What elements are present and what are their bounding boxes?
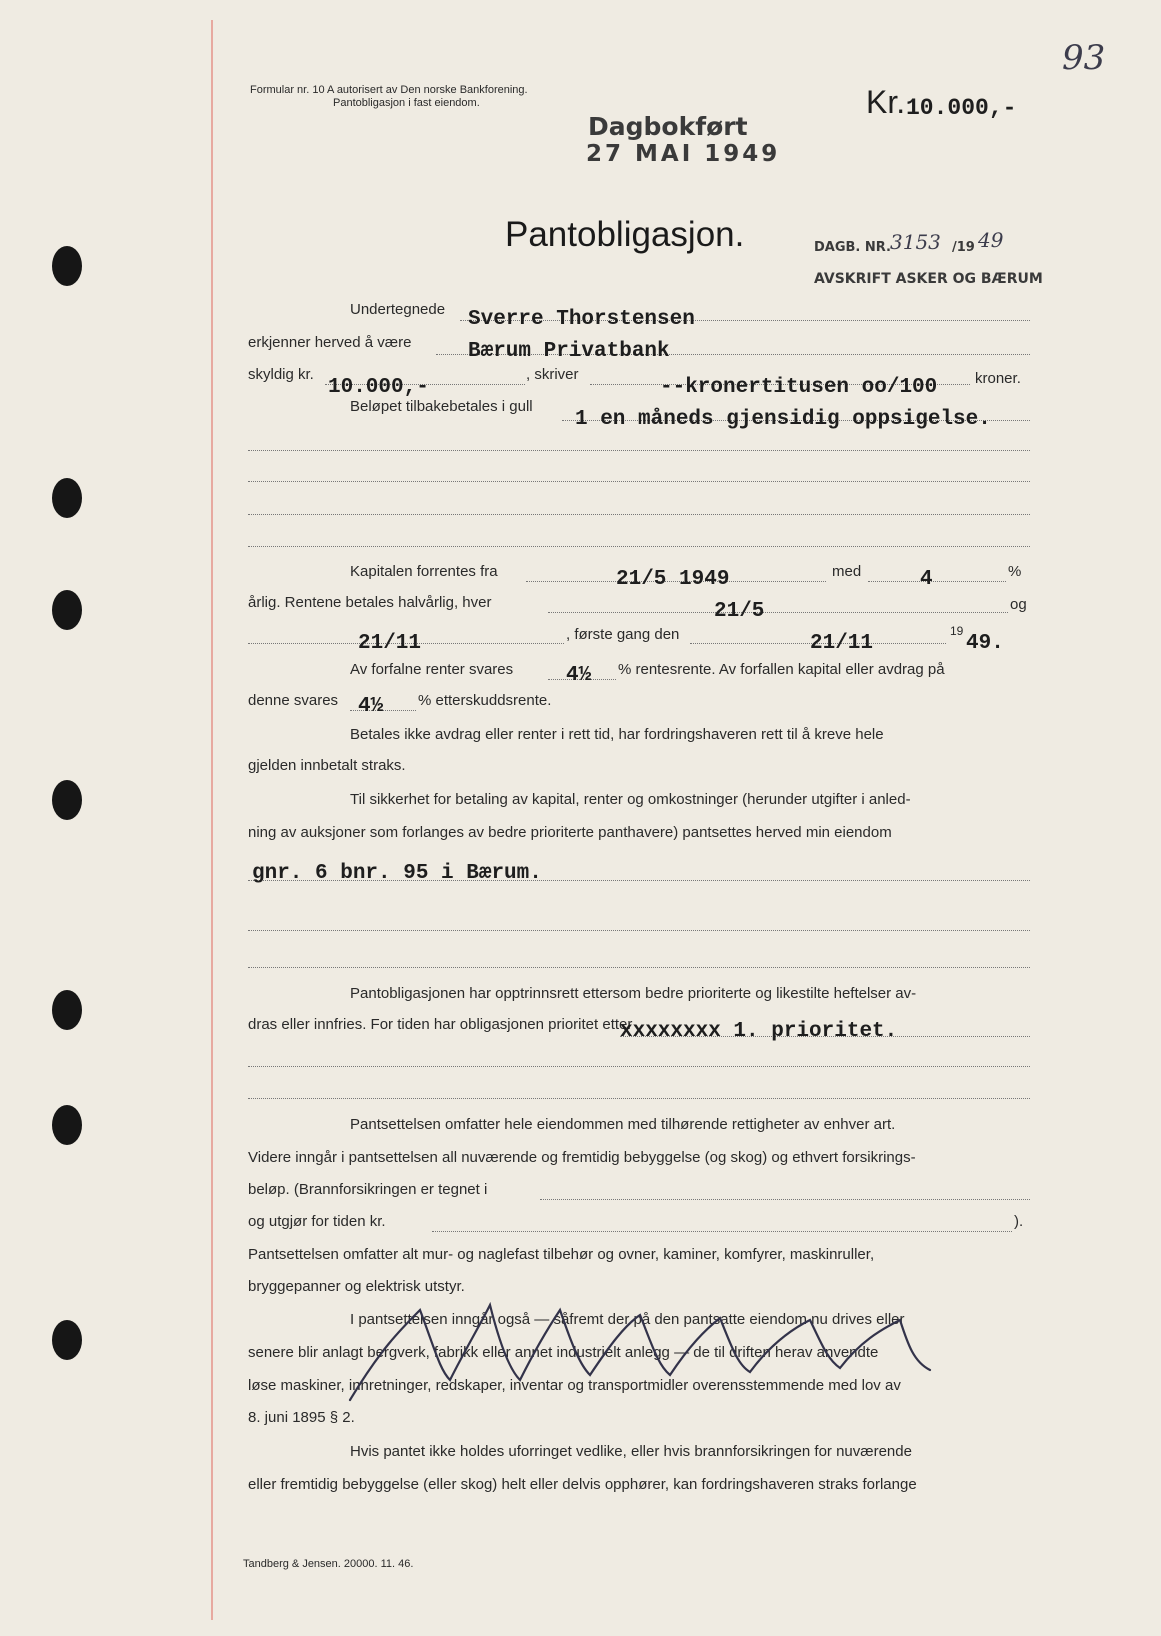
- fill-line: [248, 481, 1030, 482]
- fill-line: [248, 546, 1030, 547]
- debtor-name: Sverre Thorstensen: [468, 308, 695, 331]
- pay-date-1: 21/5: [714, 600, 765, 623]
- amount-header: 10.000,-: [906, 95, 1017, 121]
- stamp-dagbokfort: Dagbokført: [588, 112, 748, 141]
- fill-line: [540, 1199, 1030, 1200]
- dagb-year: 49: [978, 228, 1004, 252]
- paragraph-line: beløp. (Brannforsikringen er tegnet i: [248, 1181, 488, 1198]
- paragraph-line: Betales ikke avdrag eller renter i rett tid, har fordringshaveren rett til å kreve hele: [350, 726, 884, 743]
- label-skriver: , skriver: [526, 366, 579, 383]
- label-arlig: årlig. Rentene betales halvårlig, hver: [248, 594, 492, 611]
- label-etterskudd: % etterskuddsrente.: [418, 692, 552, 709]
- fill-line: [248, 514, 1030, 515]
- dagb-number: 3153: [890, 230, 941, 254]
- paragraph-line: ).: [1014, 1213, 1024, 1230]
- page-number: 93: [1062, 38, 1106, 78]
- paragraph-line: løse maskiner, innretninger, redskaper, inventar og transportmidler overensstemmende med lov av: [248, 1377, 901, 1394]
- paragraph-line: ning av auksjoner som forlanges av bedre prioriterte panthavere) pantsettes herved min eiendom: [248, 824, 892, 841]
- paragraph-line: Videre inngår i pantsettelsen all nuværende og fremtidig bebyggelse (og skog) og ethvert forsikrings-: [248, 1149, 916, 1166]
- paragraph-line: Pantobligasjonen har opptrinnsrett ettersom bedre prioriterte og likestilte heftelser av-: [350, 985, 917, 1002]
- fill-line: [248, 450, 1030, 451]
- priority: xxxxxxxx 1. prioritet.: [620, 1020, 898, 1043]
- paragraph-line: senere blir anlagt bergverk, fabrikk eller annet industrielt anlegg — de til driften herav anvendte: [248, 1344, 879, 1361]
- label-denne-svares: denne svares: [248, 692, 339, 709]
- paragraph-line: og utgjør for tiden kr.: [248, 1213, 386, 1230]
- label-med: med: [832, 563, 862, 580]
- paragraph-line: bryggepanner og elektrisk utstyr.: [248, 1278, 465, 1295]
- dagb-label: DAGB. NR.: [814, 240, 891, 255]
- label-kapitalen: Kapitalen forrentes fra: [350, 563, 498, 580]
- interest-from: 21/5 1949: [616, 568, 730, 591]
- fill-line: [868, 581, 1006, 582]
- label-forste-gang: , første gang den: [566, 626, 680, 643]
- paragraph-line: Pantsettelsen omfatter alt mur- og naglefast tilbehør og ovner, kaminer, komfyrer, maskinruller,: [248, 1246, 875, 1263]
- fill-line: [248, 930, 1030, 931]
- form-note: Pantobligasjon i fast eiendom.: [333, 97, 480, 109]
- paragraph-line: I pantsettelsen inngår også — såfremt der på den pantsatte eiendom nu drives eller: [350, 1311, 905, 1328]
- first-year: 49.: [966, 632, 1004, 655]
- amount-figures: 10.000,-: [328, 376, 429, 399]
- label-year-prefix: 19: [950, 624, 964, 638]
- late-rate: 4½: [358, 695, 384, 718]
- amount-prefix: Kr.: [866, 84, 906, 120]
- pay-date-2: 21/11: [358, 632, 422, 655]
- paragraph-line: eller fremtidig bebyggelse (eller skog) helt eller delvis opphører, kan fordringshaveren straks forlange: [248, 1476, 917, 1493]
- margin-line: [211, 20, 213, 1620]
- interest-rate: 4: [920, 568, 933, 591]
- punch-hole: [52, 1320, 82, 1360]
- label-skyldig: skyldig kr.: [248, 366, 314, 383]
- cancellation-scribble: [340, 1290, 960, 1410]
- punch-hole: [52, 246, 82, 286]
- fill-line: [548, 612, 1008, 613]
- property-designation: gnr. 6 bnr. 95 i Bærum.: [252, 862, 542, 885]
- repayment-terms: 1 en måneds gjensidig oppsigelse.: [575, 408, 991, 431]
- paragraph-line: dras eller innfries. For tiden har obligasjonen prioritet etter: [248, 1016, 633, 1033]
- punch-hole: [52, 478, 82, 518]
- paragraph-line: Til sikkerhet for betaling av kapital, renter og omkostninger (herunder utgifter i anled-: [350, 791, 911, 808]
- compound-rate: 4½: [566, 664, 592, 687]
- fill-line: [432, 1231, 1012, 1232]
- form-note: Formular nr. 10 A autorisert av Den norske Bankforening.: [250, 84, 528, 96]
- paragraph-line: Pantsettelsen omfatter hele eiendommen med tilhørende rettigheter av enhver art.: [350, 1116, 896, 1133]
- label-av-forfalne: Av forfalne renter svares: [350, 661, 514, 678]
- amount-words: --kronertitusen oo/100: [660, 376, 938, 399]
- dagb-year-label: /19: [952, 240, 975, 255]
- avskrift-stamp: AVSKRIFT ASKER OG BÆRUM: [814, 271, 1043, 287]
- fill-line: [248, 1098, 1030, 1099]
- label-erkjenner: erkjenner herved å være: [248, 334, 412, 351]
- punch-hole: [52, 990, 82, 1030]
- paragraph-line: Hvis pantet ikke holdes uforringet vedlike, eller hvis brannforsikringen for nuværende: [350, 1443, 912, 1460]
- label-percent: %: [1008, 563, 1022, 580]
- document-title: Pantobligasjon.: [505, 215, 745, 254]
- label-belopet: Beløpet tilbakebetales i gull: [350, 398, 533, 415]
- punch-hole: [52, 590, 82, 630]
- creditor-name: Bærum Privatbank: [468, 340, 670, 363]
- punch-hole: [52, 780, 82, 820]
- punch-hole: [52, 1105, 82, 1145]
- label-kroner: kroner.: [975, 370, 1021, 387]
- printer-imprint: Tandberg & Jensen. 20000. 11. 46.: [243, 1558, 414, 1570]
- label-rentesrente: % rentesrente. Av forfallen kapital eller avdrag på: [618, 661, 945, 678]
- fill-line: [248, 967, 1030, 968]
- stamp-date: 27 MAI 1949: [586, 141, 781, 167]
- label-og: og: [1010, 596, 1027, 613]
- paragraph-line: gjelden innbetalt straks.: [248, 757, 406, 774]
- fill-line: [248, 1066, 1030, 1067]
- label-undertegnede: Undertegnede: [350, 301, 446, 318]
- first-date: 21/11: [810, 632, 874, 655]
- paragraph-line: 8. juni 1895 § 2.: [248, 1409, 355, 1426]
